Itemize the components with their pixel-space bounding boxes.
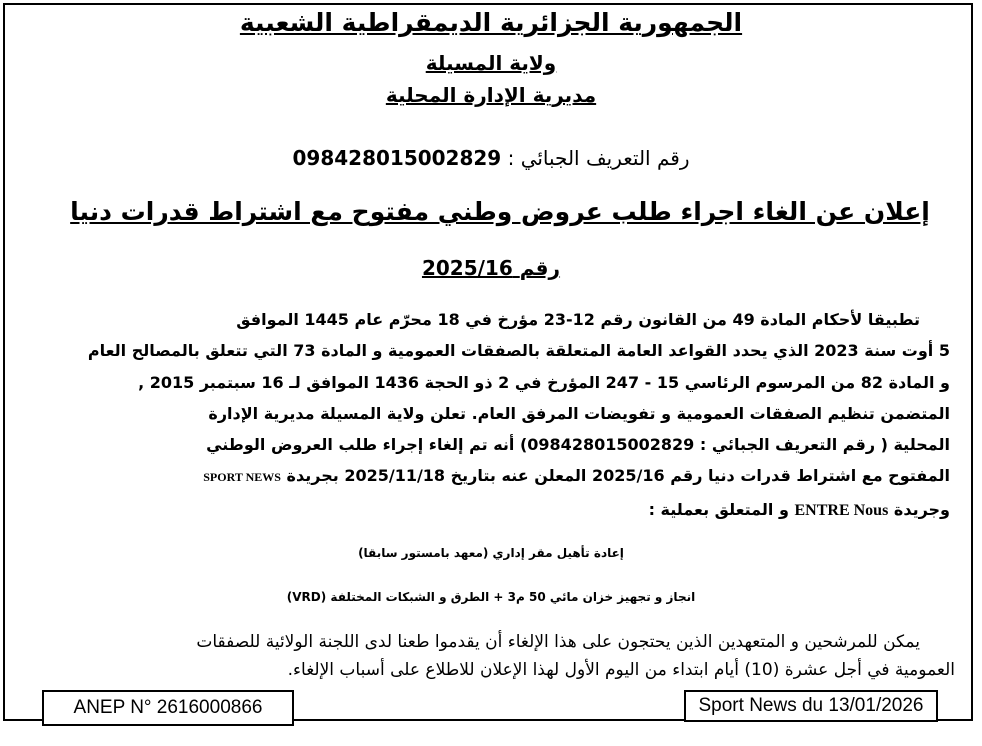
tax-id-value: 098428015002829: [292, 146, 502, 170]
wilaya-header: ولاية المسيلة: [425, 51, 557, 75]
newspaper-entre-nous: ENTRE Nous: [794, 501, 889, 519]
closing-paragraph: [20, 628, 955, 684]
operation-item: إعادة تأهيل مقر إداري (معهد بامستور سابقا): [358, 546, 624, 560]
directorate-header: مديرية الإدارة المحلية: [385, 83, 597, 107]
body-line: [20, 460, 950, 493]
tax-id-line: [0, 146, 982, 170]
body-line-suffix: و المتعلق بعملية :: [648, 499, 789, 519]
closing-line: يمكن للمرشحين و المتعهدين الذين يحتجون على هذا الإلغاء أن يقدموا طعنا لدى اللجنة الولائية للصفقات: [196, 632, 920, 652]
announcement-number-value: 2025/16: [421, 256, 513, 280]
body-line: 5 أوت سنة 2023 الذي يحدد القواعد العامة المتعلقة بالصفقات العمومية و المادة 73 التي تتعلق بالمصالح العام: [87, 341, 950, 361]
body-line: و المادة 82 من المرسوم الرئاسي 15 - 247 المؤرخ في 2 ذو الحجة 1436 الموافق لـ 16 سبتمبر 2015 ,: [138, 372, 950, 392]
body-line: المحلية ( رقم التعريف الجبائي : 098428015002829) أنه تم إلغاء إجراء طلب العروض الوطني: [206, 435, 950, 455]
newspaper-sport-news: SPORT NEWS: [203, 470, 281, 485]
body-line-prefix: وجريدة: [893, 499, 950, 519]
tax-id-label: رقم التعريف الجبائي :: [507, 146, 690, 170]
operation-item: انجاز و تجهيز خزان مائي 50 م3 + الطرق و الشبكات المختلفة (VRD): [286, 590, 696, 604]
body-line: المتضمن تنظيم الصفقات العمومية و تفويضات المرفق العام. تعلن ولاية المسيلة مديرية الإدارة: [208, 403, 950, 423]
republic-header: الجمهورية الجزائرية الديمقراطية الشعبية: [239, 8, 743, 37]
closing-line: العمومية في أجل عشرة (10) أيام ابتداء من اليوم الأول لهذا الإعلان للاطلاع على أسباب الإلغاء.: [287, 660, 955, 680]
publication-date-box: Sport News du 13/01/2026: [684, 690, 938, 722]
body-line: [20, 494, 950, 526]
body-line-text: المفتوح مع اشتراط قدرات دنيا رقم 2025/16 المعلن عنه بتاريخ 2025/11/18 بجريدة: [286, 466, 950, 486]
body-line: تطبيقا لأحكام المادة 49 من القانون رقم 12-23 مؤرخ في 18 محرّم عام 1445 الموافق: [236, 310, 920, 329]
announcement-title: إعلان عن الغاء اجراء طلب عروض وطني مفتوح مع اشتراط قدرات دنيا: [70, 197, 930, 226]
announcement-number-label: رقم: [519, 256, 561, 280]
announcement-body: [20, 304, 950, 526]
announcement-number: [0, 256, 982, 280]
anep-number-box: ANEP N° 2616000866: [42, 690, 294, 726]
